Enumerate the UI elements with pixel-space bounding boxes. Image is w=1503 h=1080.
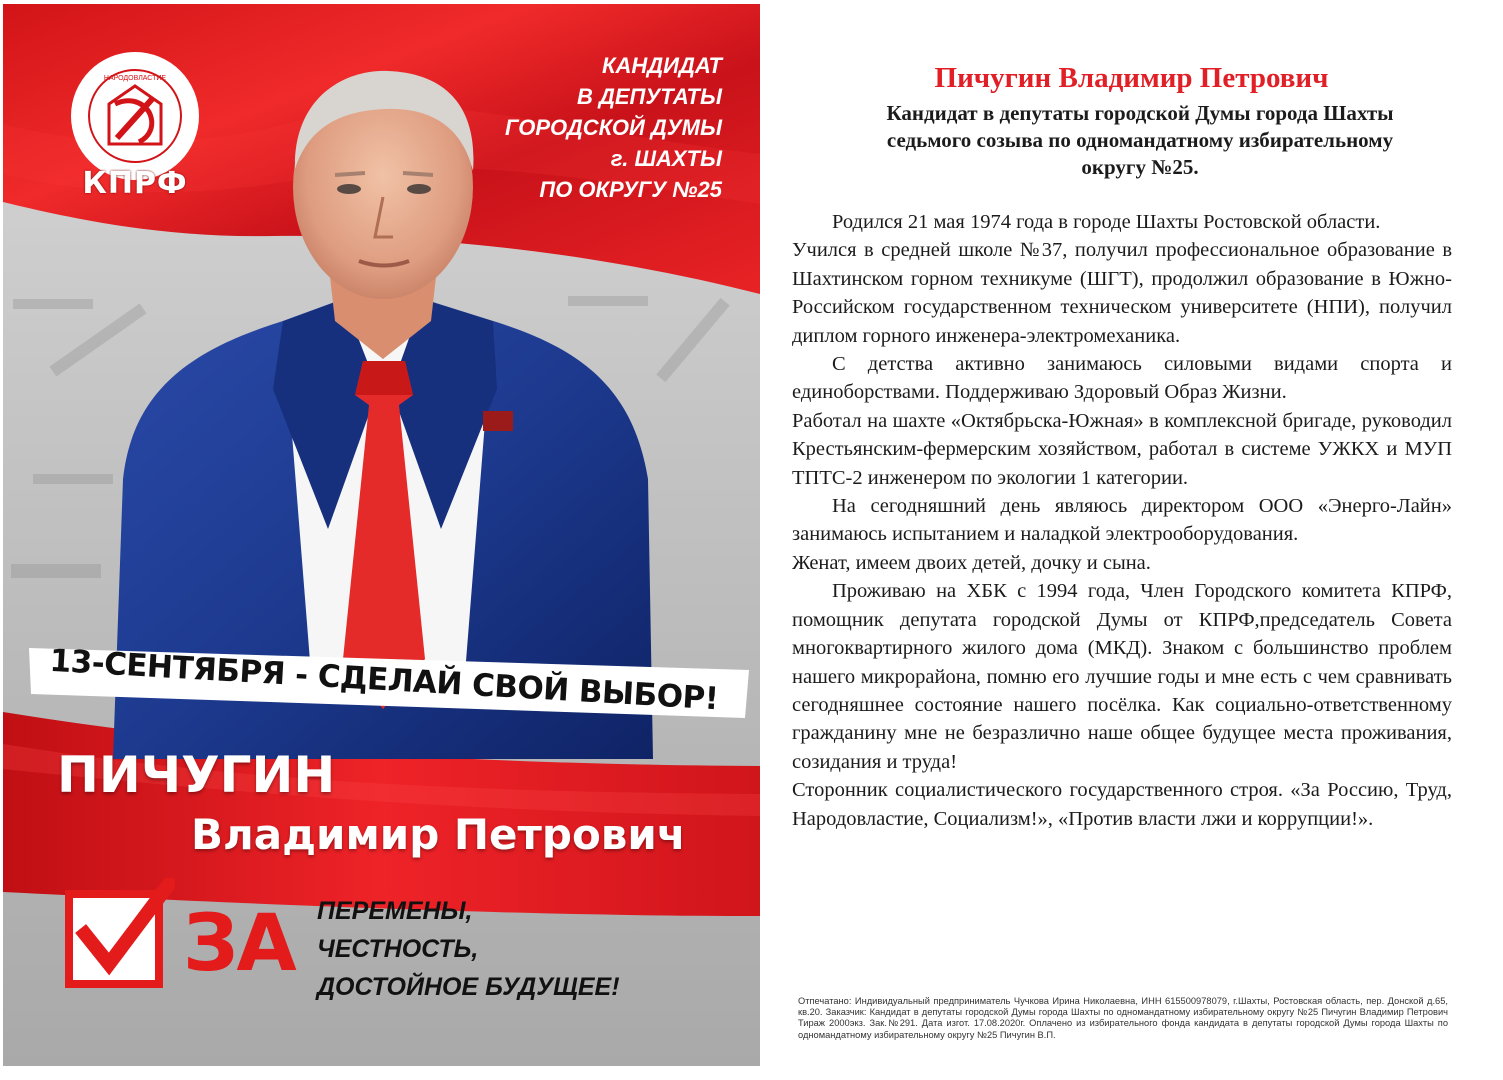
candidate-given-names: Владимир Петрович — [191, 810, 686, 859]
bio-subtitle-line: седьмого созыва по одномандатному избирательному — [886, 128, 1394, 152]
bio-candidate-name: Пичугин Владимир Петрович — [934, 62, 1329, 94]
bio-paragraph: Работал на шахте «Октябрьска-Южная» в комплексной бригаде, руководил Крестьянским-фермерским хозяйством, работал в системе УЖКХ и МУП ТПТС-2 инженером по экологии 1 категории. — [792, 409, 1452, 489]
bio-paragraph: Проживаю на ХБК с 1994 года, Член Городского комитета КПРФ, помощник депутата городской Думы от КПРФ,председатель Совета многоквартирного жилого дома (МКД). Знаком с большинство проблем нашего микрорайона, помню его лучшие годы и мне есть с чем сравнивать сегодняшнее состояние нашего посёлка. Как социально-ответственному гражданину мне не безразлично наше общее будущее места проживания, созидания и труда! — [792, 580, 1452, 773]
title-line: КАНДИДАТ — [601, 53, 722, 78]
bio-paragraph: Сторонник социалистического государственного строя. «За Россию, Труд, Народовластие, Социализм!», «Против власти лжи и коррупции!». — [792, 779, 1452, 830]
slogan-line: ПЕРЕМЕНЫ, — [317, 897, 473, 925]
campaign-slogans — [317, 892, 620, 1006]
candidate-surname: ПИЧУГИН — [57, 746, 336, 804]
svg-text:НАРОДОВЛАСТИЕ: НАРОДОВЛАСТИЕ — [103, 75, 167, 82]
biography-page — [760, 0, 1503, 1080]
slogan-line: ДОСТОЙНОЕ БУДУЩЕЕ! — [317, 973, 620, 1001]
title-line: ГОРОДСКОЙ ДУМЫ — [505, 115, 722, 140]
election-date-text: 13-СЕНТЯБРЯ - СДЕЛАЙ СВОЙ ВЫБОР! — [48, 642, 720, 718]
slogan-line: ЧЕСТНОСТЬ, — [317, 935, 479, 963]
print-imprint: Отпечатано: Индивидуальный предприниматель Чучкова Ирина Николаевна, ИНН 615500978079, г.Шахты, Ростовская область, пер. Донской д.65, кв.20. Заказчик: Кандидат в депутаты городской Думы города Шахты по одномандатному избирательному округу №25 Пичугин Владимир Петрович Тираж 2000экз. Зак.№291. Дата изгот. 17.08.2020г. Оплачено из избирательного фонда кандидата в депутаты городской Думы города Шахты по одномандатному избирательному округу №25 Пичугин В.П. — [798, 996, 1448, 1040]
title-line: г. ШАХТЫ — [610, 146, 722, 171]
bio-body — [792, 208, 1452, 833]
title-line: ПО ОКРУГУ №25 — [539, 177, 722, 202]
logo-caption: КПРФ — [82, 166, 188, 201]
bio-paragraph: Родился 21 мая 1974 года в городе Шахты Ростовской области. — [832, 211, 1381, 233]
bio-subtitle — [800, 100, 1480, 181]
vote-for-label: ЗА — [183, 899, 295, 989]
bio-paragraph: На сегодняшний день являюсь директором ООО «Энерго-Лайн» занимаюсь испытанием и наладкой электрооборудования. — [792, 495, 1452, 546]
bio-paragraph: Женат, имеем двоих детей, дочку и сына. — [792, 551, 1151, 574]
bio-subtitle-line: округу №25. — [1081, 155, 1199, 179]
election-date-banner — [29, 642, 749, 718]
title-line: В ДЕПУТАТЫ — [577, 84, 722, 109]
campaign-poster — [3, 4, 760, 1066]
bio-subtitle-line: Кандидат в депутаты городской Думы города Шахты — [886, 101, 1394, 125]
bio-paragraph: С детства активно занимаюсь силовыми видами спорта и единоборствами. Поддерживаю Здоровый Образ Жизни. — [792, 353, 1452, 404]
bio-paragraph: Учился в средней школе №37, получил профессиональное образование в Шахтинском горном техникуме (ШГТ), продолжил образование в Южно-Российском государственном техническом университете (НПИ), получил диплом горного инженера-электромеханика. — [792, 239, 1452, 347]
vote-checkmark-icon — [63, 878, 175, 990]
